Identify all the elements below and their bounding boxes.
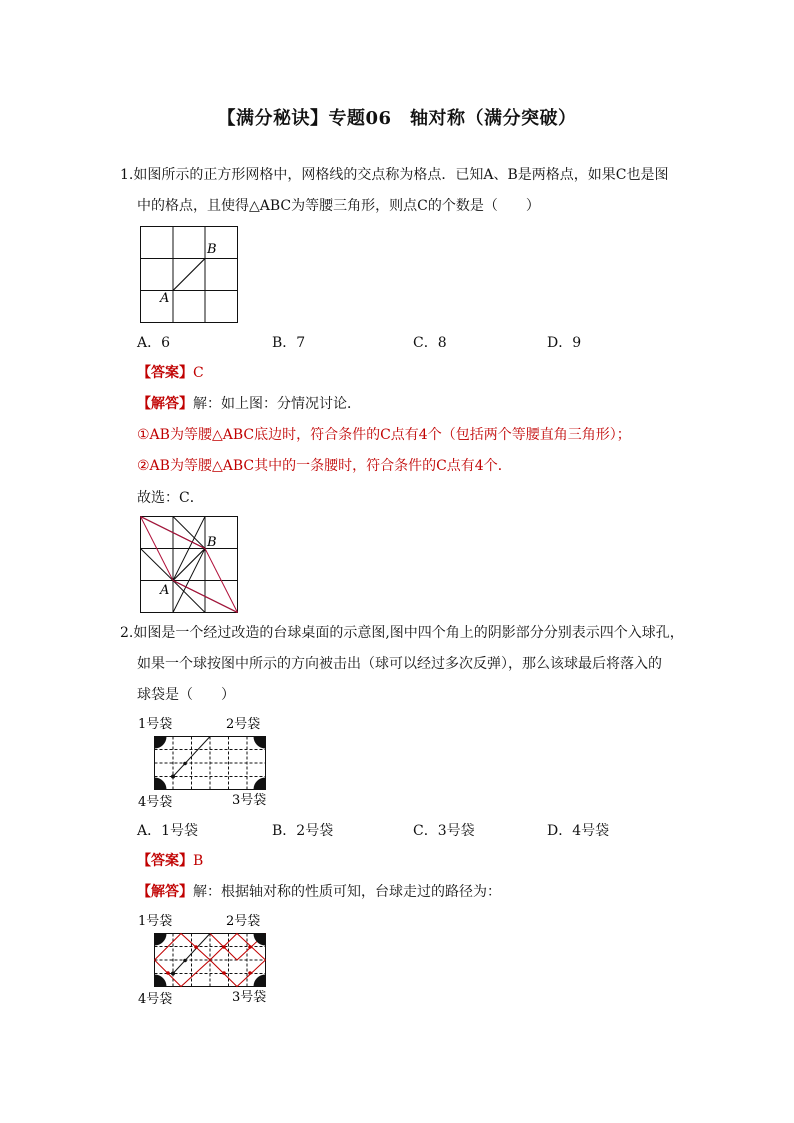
q1-choice-b[interactable]: B．7 [272, 335, 306, 351]
q1-stem-line2: 中的格点，且使得△ABC为等腰三角形，则点C的个数是（ ） [137, 198, 540, 214]
q2-choice-c[interactable]: C．3号袋 [413, 823, 475, 839]
q2-stem-line2: 如果一个球按图中所示的方向被击出（球可以经过多次反弹），那么该球最后将落入的 [137, 656, 662, 672]
q1-answer [137, 363, 204, 383]
q2-choice-a[interactable]: A．1号袋 [137, 823, 199, 839]
page-title: 【满分秘诀】专题06 轴对称（满分突破） [217, 108, 577, 129]
q1-solution [137, 394, 361, 414]
q1-answer-value: C [193, 365, 204, 381]
q1-solution-text: 解：如上图：分情况讨论． [193, 396, 361, 412]
q1-sol-label-b: B [207, 535, 217, 550]
q1-choice-d[interactable]: D．9 [547, 335, 582, 351]
q2-answer-value: B [193, 853, 204, 869]
q1-solution-tag: 【解答】 [137, 396, 193, 412]
q2-pocket-1-label: 1号袋 [138, 717, 173, 732]
q2-choice-b[interactable]: B．2号袋 [272, 823, 334, 839]
q2-answer [137, 851, 203, 871]
q2-sol-pocket-2-label: 2号袋 [226, 914, 261, 929]
q2-pocket-3-label: 3号袋 [232, 793, 267, 808]
q1-stem-line1: 1.如图所示的正方形网格中，网格线的交点称为格点．已知A、B是两格点，如果C也是图 [120, 167, 669, 183]
q2-solution-text: 解：根据轴对称的性质可知，台球走过的路径为： [193, 884, 501, 900]
q2-table-figure [138, 714, 278, 812]
q2-solution-figure [138, 911, 278, 1009]
q1-conclusion: 故选：C． [137, 490, 204, 506]
q2-choice-d[interactable]: D．4号袋 [547, 823, 610, 839]
q2-pocket-2-label: 2号袋 [226, 717, 261, 732]
q1-choice-c[interactable]: C．8 [413, 335, 447, 351]
q1-sol-label-a: A [160, 583, 170, 598]
q1-answer-tag: 【答案】 [137, 365, 193, 381]
q2-stem-line3: 球袋是（ ） [137, 687, 235, 703]
q2-solution [137, 882, 501, 902]
q2-sol-pocket-1-label: 1号袋 [138, 914, 173, 929]
q2-stem-line1: 2.如图是一个经过改造的台球桌面的示意图,图中四个角上的阴影部分分别表示四个入球孔， [120, 625, 684, 641]
q1-case1: ①AB为等腰△ABC底边时，符合条件的C点有4个（包括两个等腰直角三角形）； [137, 427, 631, 443]
q2-pocket-4-label: 4号袋 [138, 795, 173, 810]
q2-answer-tag: 【答案】 [137, 853, 193, 869]
q1-case2: ②AB为等腰△ABC其中的一条腰时，符合条件的C点有4个． [137, 458, 512, 474]
q1-solution-figure [140, 516, 240, 614]
q1-label-b: B [207, 242, 217, 257]
q2-sol-pocket-3-label: 3号袋 [232, 990, 267, 1005]
q1-grid-figure [140, 226, 240, 324]
q1-choice-a[interactable]: A．6 [137, 335, 171, 351]
q1-label-a: A [160, 291, 170, 306]
q2-solution-tag: 【解答】 [137, 884, 193, 900]
q2-sol-pocket-4-label: 4号袋 [138, 992, 173, 1007]
